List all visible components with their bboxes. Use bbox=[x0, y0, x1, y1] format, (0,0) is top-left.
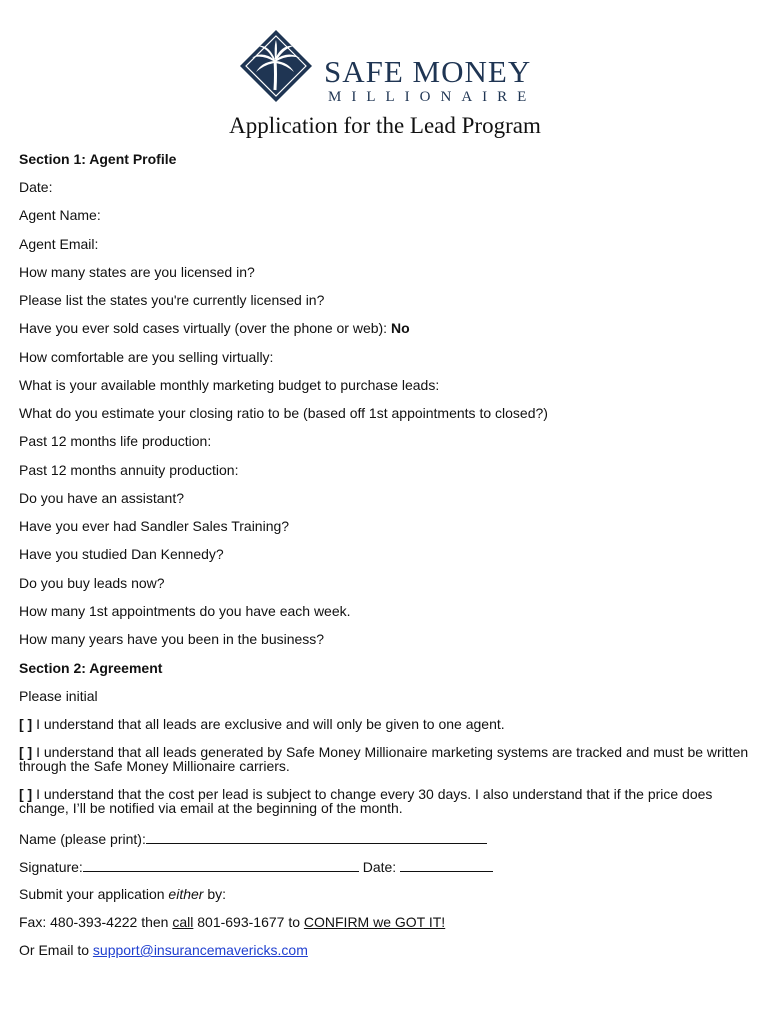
submit-either: either bbox=[168, 886, 204, 902]
fax-instructions bbox=[19, 914, 445, 930]
agreement-item-2 bbox=[19, 745, 754, 773]
section1-heading: Section 1: Agent Profile bbox=[19, 151, 177, 167]
question-buy-leads: Do you buy leads now? bbox=[19, 575, 165, 591]
signature-row bbox=[19, 857, 493, 875]
name-print-field[interactable] bbox=[146, 829, 487, 844]
question-states-list: Please list the states you're currently licensed in? bbox=[19, 292, 325, 308]
support-email-link[interactable]: support@insurancemavericks.com bbox=[92, 942, 308, 958]
question-sandler: Have you ever had Sandler Sales Training? bbox=[19, 518, 290, 534]
question-kennedy: Have you studied Dan Kennedy? bbox=[19, 546, 224, 562]
agreement-item-1 bbox=[19, 716, 505, 732]
fax-middle: 801-693-1677 to bbox=[193, 914, 304, 930]
signature-label: Signature: bbox=[19, 859, 83, 875]
initial-checkbox-1[interactable]: [ ] bbox=[19, 716, 33, 732]
agent-name-label: Agent Name: bbox=[19, 207, 101, 223]
date-field-label: Date: bbox=[19, 179, 53, 195]
signature-field[interactable] bbox=[83, 857, 359, 872]
email-instructions bbox=[19, 942, 308, 958]
logo-wordmark-bottom: MILLIONAIRE bbox=[328, 89, 537, 105]
question-states-count: How many states are you licensed in? bbox=[19, 264, 255, 280]
initial-checkbox-3[interactable]: [ ] bbox=[19, 786, 33, 802]
answer-sold-virtually: No bbox=[390, 320, 410, 336]
fax-prefix: Fax: 480-393-4222 then bbox=[19, 914, 173, 930]
company-logo bbox=[238, 28, 538, 108]
question-life-production: Past 12 months life production: bbox=[19, 433, 212, 449]
question-appointments: How many 1st appointments do you have each week. bbox=[19, 603, 351, 619]
question-sold-virtually bbox=[19, 320, 410, 336]
submit-suffix: by: bbox=[203, 886, 227, 902]
submit-instructions bbox=[19, 886, 226, 902]
question-years: How many years have you been in the business? bbox=[19, 631, 325, 647]
please-initial-label: Please initial bbox=[19, 688, 98, 704]
question-sold-virtually-text: Have you ever sold cases virtually (over the phone or web): bbox=[19, 320, 388, 336]
question-comfortable: How comfortable are you selling virtually: bbox=[19, 349, 274, 365]
agreement-text-2: I understand that all leads generated by Safe Money Millionaire marketing systems are tracked and must be written through the Safe Money Millionaire carriers. bbox=[19, 744, 749, 774]
agreement-text-1: I understand that all leads are exclusive and will only be given to one agent. bbox=[36, 716, 505, 732]
question-assistant: Do you have an assistant? bbox=[19, 490, 184, 506]
initial-checkbox-2[interactable]: [ ] bbox=[19, 744, 33, 760]
name-print-label: Name (please print): bbox=[19, 831, 146, 847]
section2-heading: Section 2: Agreement bbox=[19, 660, 163, 676]
question-annuity-production: Past 12 months annuity production: bbox=[19, 462, 239, 478]
question-closing-ratio: What do you estimate your closing ratio to be (based off 1st appointments to closed?) bbox=[19, 405, 548, 421]
page-title: Application for the Lead Program bbox=[229, 113, 541, 138]
agreement-text-3: I understand that the cost per lead is subject to change every 30 days. I also understand that if the price does change, I’ll be notified via email at the beginning of the month. bbox=[19, 786, 713, 816]
name-print-row bbox=[19, 829, 487, 847]
logo-wordmark-top: SAFE MONEY bbox=[324, 54, 532, 89]
agent-email-label: Agent Email: bbox=[19, 236, 99, 252]
agreement-item-3 bbox=[19, 787, 754, 815]
fax-confirm: CONFIRM we GOT IT! bbox=[303, 914, 446, 930]
email-prefix: Or Email to bbox=[19, 942, 93, 958]
question-budget: What is your available monthly marketing budget to purchase leads: bbox=[19, 377, 440, 393]
submit-prefix: Submit your application bbox=[19, 886, 169, 902]
fax-call: call bbox=[172, 914, 194, 930]
signature-date-field[interactable] bbox=[400, 857, 493, 872]
palm-tree-diamond-icon bbox=[238, 28, 314, 104]
signature-date-label: Date: bbox=[362, 859, 397, 875]
